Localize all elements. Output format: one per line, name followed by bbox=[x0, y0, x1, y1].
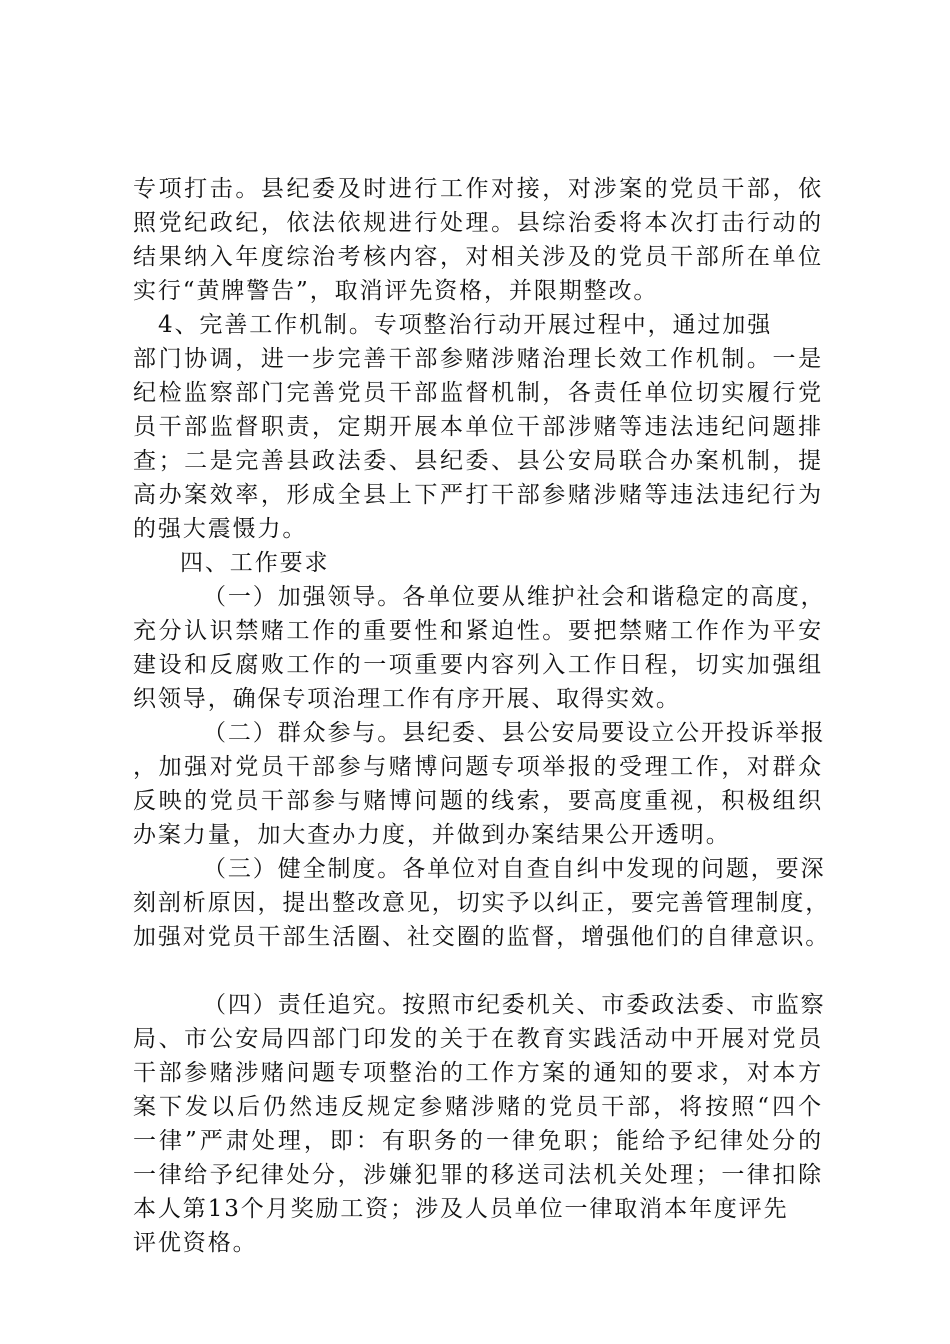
text-line: 评优资格。 bbox=[133, 1230, 258, 1256]
text-line: 一律给予纪律处分，涉嫌犯罪的移送司法机关处理；一律扣除 bbox=[133, 1162, 823, 1188]
paragraph-improve-system bbox=[133, 852, 833, 954]
text-line: 加强对党员干部生活圈、社交圈的监督，增强他们的自律意识。 bbox=[133, 924, 831, 950]
text-line: 查；二是完善县政法委、县纪委、县公安局联合办案机制，提 bbox=[133, 448, 823, 474]
text-line: ，加强对党员干部参与赌博问题专项举报的受理工作，对群众 bbox=[133, 754, 823, 780]
text-line: 照党纪政纪，依法依规进行处理。县综治委将本次打击行动的 bbox=[133, 210, 823, 236]
text-line: 刻剖析原因，提出整改意见，切实予以纠正，要完善管理制度， bbox=[133, 890, 831, 916]
text-line: 一律”严肃处理，即：有职务的一律免职；能给予纪律处分的 bbox=[133, 1128, 823, 1154]
text-line: 结果纳入年度综治考核内容，对相关涉及的党员干部所在单位 bbox=[133, 244, 823, 270]
text-line: 专项打击。县纪委及时进行工作对接，对涉案的党员干部，依 bbox=[133, 176, 823, 202]
text-line: 办案力量，加大查办力度，并做到办案结果公开透明。 bbox=[133, 822, 731, 848]
section-heading-work-requirements bbox=[133, 546, 833, 580]
text-line: 建设和反腐败工作的一项重要内容列入工作日程，切实加强组 bbox=[133, 652, 823, 678]
text-line: 充分认识禁赌工作的重要性和紧迫性。要把禁赌工作作为平安 bbox=[133, 618, 823, 644]
text-line: （四）责任追究。按照市纪委机关、市委政法委、市监察 bbox=[203, 992, 826, 1018]
text-line: 高办案效率，形成全县上下严打干部参赌涉赌等违法违纪行为 bbox=[133, 482, 823, 508]
text-line: 织领导，确保专项治理工作有序开展、取得实效。 bbox=[133, 686, 681, 712]
text-line: 干部参赌涉赌问题专项整治的工作方案的通知的要求，对本方 bbox=[133, 1060, 823, 1086]
text-line: 员干部监督职责，定期开展本单位干部涉赌等违法违纪问题排 bbox=[133, 414, 823, 440]
text-line: （三）健全制度。各单位对自查自纠中发现的问题，要深 bbox=[203, 856, 826, 882]
text-line: 的强大震慑力。 bbox=[133, 516, 308, 542]
paragraph-accountability bbox=[133, 988, 833, 1260]
document-body bbox=[133, 172, 833, 1260]
section-heading: 四、工作要求 bbox=[180, 550, 330, 576]
text-line: （一）加强领导。各单位要从维护社会和谐稳定的高度， bbox=[203, 584, 826, 610]
paragraph-special-strike bbox=[133, 172, 833, 308]
text-line: 案下发以后仍然违反规定参赌涉赌的党员干部，将按照“四个 bbox=[133, 1094, 823, 1120]
text-line: 实行“黄牌警告”，取消评先资格，并限期整改。 bbox=[133, 278, 659, 304]
text-line: 纪检监察部门完善党员干部监督机制，各责任单位切实履行党 bbox=[133, 380, 823, 406]
paragraph-strengthen-leadership bbox=[133, 580, 833, 716]
paragraph-improve-mechanism bbox=[133, 308, 833, 546]
paragraph-public-participation bbox=[133, 716, 833, 852]
text-line: 本人第13个月奖励工资；涉及人员单位一律取消本年度评先 bbox=[133, 1196, 789, 1222]
text-line: 4、完善工作机制。专项整治行动开展过程中，通过加强 bbox=[158, 312, 773, 338]
paragraph-gap bbox=[133, 954, 833, 988]
text-line: （二）群众参与。县纪委、县公安局要设立公开投诉举报 bbox=[203, 720, 826, 746]
text-line: 反映的党员干部参与赌博问题的线索，要高度重视，积极组织 bbox=[133, 788, 823, 814]
text-line: 部门协调，进一步完善干部参赌涉赌治理长效工作机制。一是 bbox=[133, 346, 823, 372]
text-line: 局、市公安局四部门印发的关于在教育实践活动中开展对党员 bbox=[133, 1026, 823, 1052]
